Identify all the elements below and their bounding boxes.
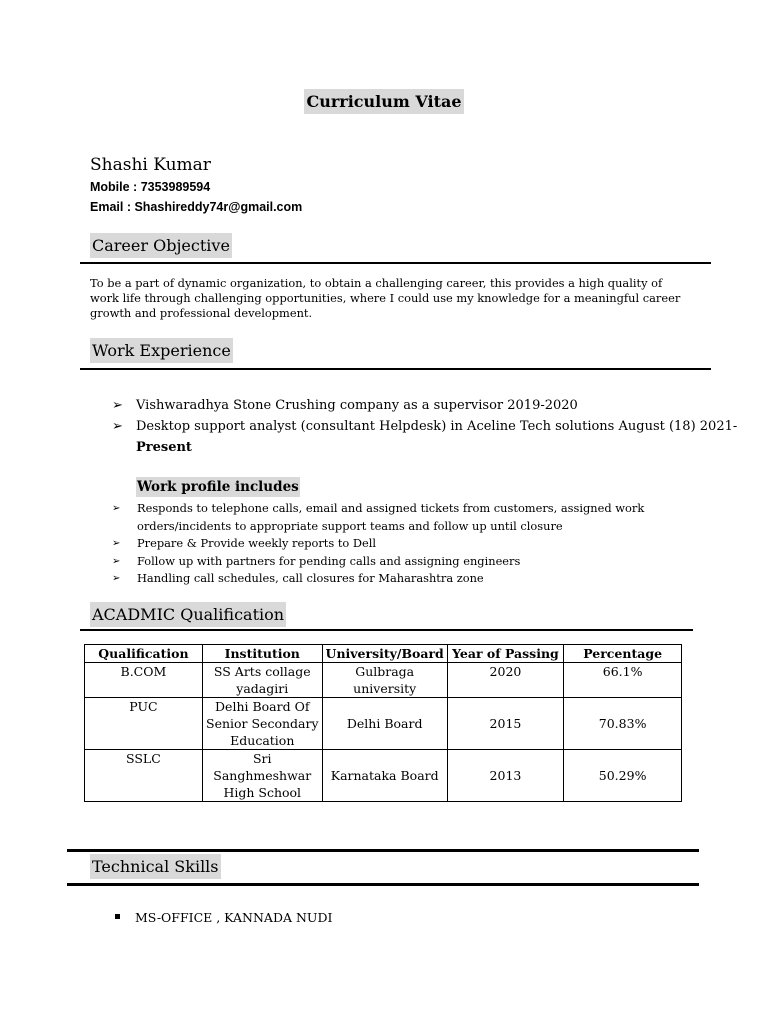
career-objective-text: To be a part of dynamic organization, to obtain a challenging career, this provides a high quality of work life through challenging opportunities, where I could use my knowledge for a meaningful career growth and professional development. — [90, 276, 681, 320]
arrow-bullet-icon: ➢ — [112, 419, 123, 434]
list-item: ➢ Vishwaradhya Stone Crushing company as a supervisor 2019-2020 — [112, 395, 742, 416]
percentage-cell: 70.83% — [564, 698, 682, 750]
work-profile-list — [112, 500, 727, 588]
section-divider — [80, 629, 693, 631]
list-item: ➢ Follow up with partners for pending calls and assigning engineers — [112, 553, 727, 571]
column-header: Percentage — [564, 645, 682, 663]
table-header-row — [85, 645, 682, 663]
work-experience-list — [112, 395, 742, 458]
academic-heading: ACADMIC Qualification — [90, 605, 286, 624]
work-experience-heading: Work Experience — [90, 341, 233, 360]
section-divider — [67, 849, 699, 852]
percentage-cell: 66.1% — [564, 663, 682, 698]
table-row — [85, 698, 682, 750]
bold-tail: Present — [136, 440, 192, 455]
column-header: Institution — [202, 645, 322, 663]
technical-skills-heading: Technical Skills — [90, 857, 221, 876]
column-header: Qualification — [85, 645, 203, 663]
arrow-bullet-icon: ➢ — [112, 538, 121, 550]
institution-cell: Delhi Board Of Senior Secondary Education — [202, 698, 322, 750]
cv-title: Curriculum Vitae — [0, 92, 768, 111]
skill-item: MS-OFFICE , KANNADA NUDI — [115, 910, 332, 925]
year-cell: 2015 — [447, 698, 564, 750]
arrow-bullet-icon: ➢ — [112, 573, 121, 585]
arrow-bullet-icon: ➢ — [112, 555, 121, 567]
candidate-name: Shashi Kumar — [90, 155, 211, 175]
year-cell: 2013 — [447, 750, 564, 802]
column-header: University/Board — [322, 645, 447, 663]
qualification-cell: PUC — [85, 698, 203, 750]
list-item: ➢ Desktop support analyst (consultant Helpdesk) in Aceline Tech solutions August (18) 2021- Present — [112, 416, 742, 458]
list-item: ➢ Handling call schedules, call closures for Maharashtra zone — [112, 570, 727, 588]
square-bullet-icon — [115, 914, 120, 919]
qualification-cell: SSLC — [85, 750, 203, 802]
qualification-cell: B.COM — [85, 663, 203, 698]
board-cell: Karnataka Board — [322, 750, 447, 802]
arrow-bullet-icon: ➢ — [112, 503, 121, 514]
year-cell: 2020 — [447, 663, 564, 698]
work-profile-heading: Work profile includes — [137, 479, 299, 495]
arrow-bullet-icon: ➢ — [112, 398, 123, 413]
table-row — [85, 750, 682, 802]
institution-cell: Sri Sanghmeshwar High School — [202, 750, 322, 802]
board-cell: Delhi Board — [322, 698, 447, 750]
section-divider — [80, 262, 711, 264]
career-objective-heading: Career Objective — [90, 236, 232, 255]
qualification-table — [84, 644, 682, 802]
mobile-number: Mobile : 7353989594 — [90, 180, 211, 194]
table-row — [85, 663, 682, 698]
email-address: Email : Shashireddy74r@gmail.com — [90, 200, 303, 214]
percentage-cell: 50.29% — [564, 750, 682, 802]
list-item: ➢ Responds to telephone calls, email and assigned tickets from customers, assigned work orders/incidents to appropriate support teams and follow up until closure — [112, 501, 645, 533]
section-divider — [67, 883, 699, 886]
institution-cell: SS Arts collage yadagiri — [202, 663, 322, 698]
section-divider — [80, 368, 711, 370]
list-item: ➢ Prepare & Provide weekly reports to Dell — [112, 535, 727, 553]
column-header: Year of Passing — [447, 645, 564, 663]
board-cell: Gulbraga university — [322, 663, 447, 698]
